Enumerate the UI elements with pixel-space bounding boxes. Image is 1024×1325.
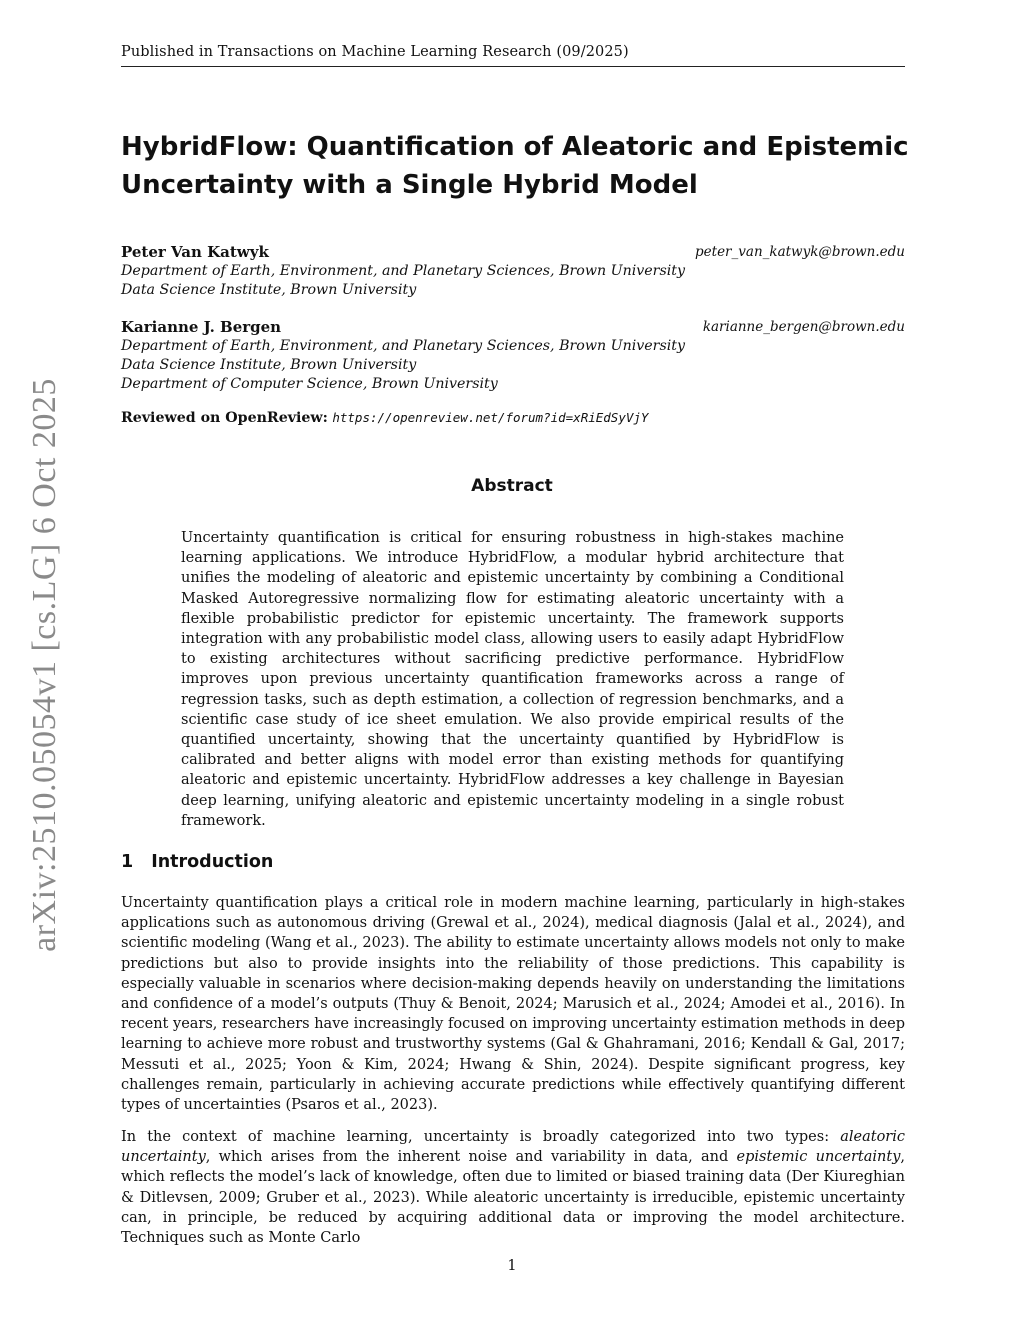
- paper-title: HybridFlow: Quantification of Aleatoric and Epistemic Uncertainty with a Single Hybrid Model: [121, 132, 909, 200]
- paragraph-text: , which arises from the inherent noise and variability in data, and: [205, 1149, 737, 1166]
- openreview-link[interactable]: https://openreview.net/forum?id=xRiEdSyVjY: [332, 410, 649, 425]
- intro-paragraph-2: [121, 1127, 905, 1248]
- author-block-1: [121, 243, 905, 300]
- author-affiliation: Department of Earth, Environment, and Planetary Sciences, Brown University: [121, 263, 685, 279]
- running-header: Published in Transactions on Machine Learning Research (09/2025): [121, 44, 905, 67]
- paragraph-text: In the context of machine learning, uncertainty is broadly categorized into two types:: [121, 1129, 841, 1145]
- author-affiliation: Data Science Institute, Brown University: [121, 357, 417, 373]
- author-block-2: [121, 318, 905, 394]
- section-title: Introduction: [151, 852, 274, 872]
- paragraph-text: , which reflects the model’s lack of knowledge, often due to limited or biased training data (Der Kiureghian & Ditlevsen, 2009; Gruber et al., 2023). While aleatoric uncertainty is irreducible, epistemic uncertainty can, in principle, be reduced by acquiring additional data or improving the model architecture. Techniques such as Monte Carlo: [121, 1149, 905, 1247]
- arxiv-stamp: arXiv:2510.05054v1 [cs.LG] 6 Oct 2025: [26, 378, 63, 952]
- section-number: 1: [121, 852, 134, 872]
- review-line: [121, 410, 648, 426]
- term-aleatoric: aleatoric uncertainty: [121, 1129, 905, 1166]
- review-label: Reviewed on OpenReview:: [121, 410, 328, 426]
- author-affiliation: Department of Computer Science, Brown University: [121, 376, 498, 392]
- section-heading: [121, 852, 273, 872]
- author-name: Peter Van Katwyk: [121, 243, 269, 261]
- abstract-text: Uncertainty quantification is critical for ensuring robustness in high-stakes machine learning applications. We introduce HybridFlow, a modular hybrid architecture that unifies the modeling of aleatoric and epistemic uncertainty by combining a Conditional Masked Autoregressive normalizing flow for estimating aleatoric uncertainty with a flexible probabilistic predictor for epistemic uncertainty. The framework supports integration with any probabilistic model class, allowing users to easily adapt HybridFlow to existing architectures without sacrificing predictive performance. HybridFlow improves upon previous uncertainty quantification frameworks across a range of regression tasks, such as depth estimation, a collection of regression benchmarks, and a scientific case study of ice sheet emulation. We also provide empirical results of the quantified uncertainty, showing that the uncertainty quantified by HybridFlow is calibrated and better aligns with model error than existing methods for quantifying aleatoric and epistemic uncertainty. HybridFlow addresses a key challenge in Bayesian deep learning, unifying aleatoric and epistemic uncertainty modeling in a single robust framework.: [181, 530, 844, 829]
- term-epistemic: epistemic uncertainty: [736, 1149, 901, 1166]
- author-name: Karianne J. Bergen: [121, 318, 282, 336]
- author-email[interactable]: karianne_bergen@brown.edu: [702, 319, 905, 335]
- author-affiliation: Department of Earth, Environment, and Planetary Sciences, Brown University: [121, 338, 685, 354]
- abstract-heading: Abstract: [471, 476, 553, 496]
- author-affiliation: Data Science Institute, Brown University: [121, 282, 417, 298]
- intro-paragraph-1: Uncertainty quantification plays a critical role in modern machine learning, particularly in high-stakes applications such as autonomous driving (Grewal et al., 2024), medical diagnosis (Jalal et al., 2024), and scientific modeling (Wang et al., 2023). The ability to estimate uncertainty allows models not only to make predictions but also to provide insights into the reliability of those predictions. This capability is especially valuable in scenarios where decision-making depends heavily on understanding the limitations and confidence of a model’s outputs (Thuy & Benoit, 2024; Marusich et al., 2024; Amodei et al., 2016). In recent years, researchers have increasingly focused on improving uncertainty estimation methods in deep learning to achieve more robust and trustworthy systems (Gal & Ghahramani, 2016; Kendall & Gal, 2017; Messuti et al., 2025; Yoon & Kim, 2024; Hwang & Shin, 2024). Despite significant progress, key challenges remain, particularly in achieving accurate predictions while effectively quantifying different types of uncertainties (Psaros et al., 2023).: [121, 895, 905, 1114]
- author-email[interactable]: peter_van_katwyk@brown.edu: [695, 244, 905, 260]
- page-number: 1: [507, 1258, 517, 1274]
